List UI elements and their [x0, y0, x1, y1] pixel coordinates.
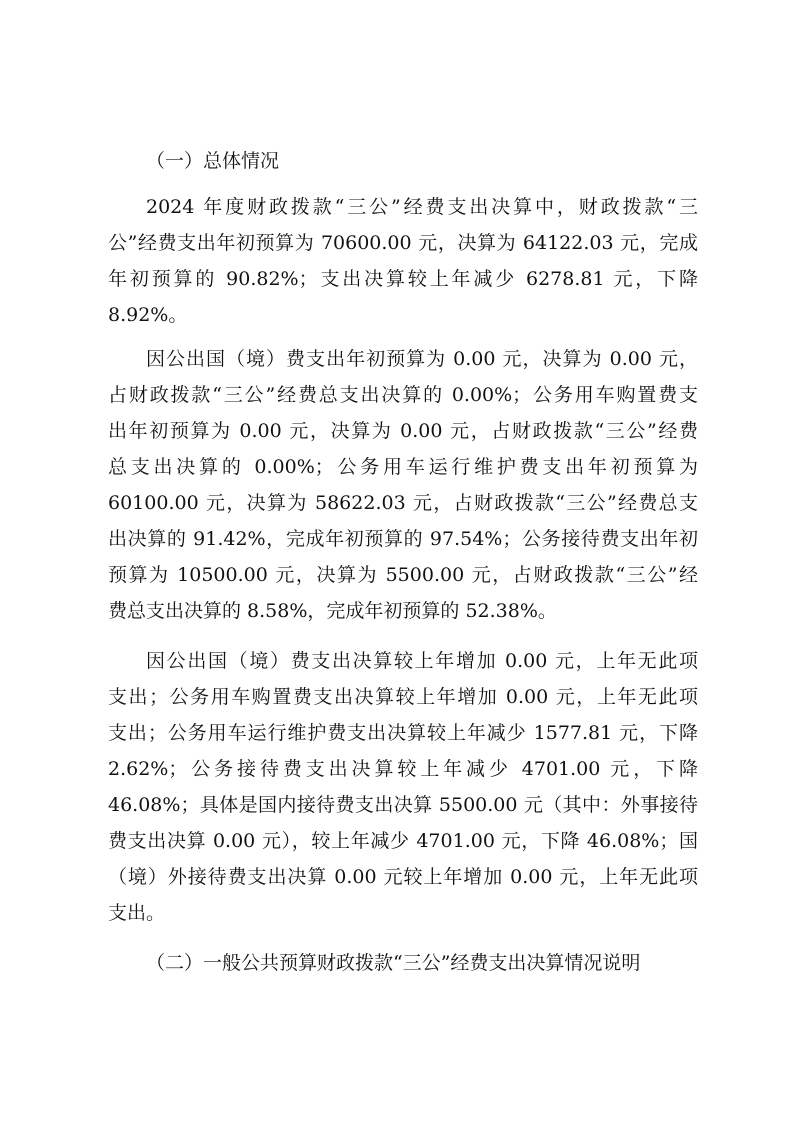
paragraph-line: 费支出决算 0.00 元），较上年减少 4701.00 元，下降 46.08%；国: [108, 830, 698, 852]
section-heading-overview: （一）总体情况: [146, 150, 280, 172]
paragraph-line: 2024 年度财政拨款“三公”经费支出决算中，财政拨款“三: [146, 196, 698, 218]
paragraph-line: 年初预算的 90.82%；支出决算较上年减少 6278.81 元，下降: [108, 268, 698, 290]
paragraph-line: 因公出国（境）费支出决算较上年增加 0.00 元，上年无此项: [146, 650, 698, 672]
paragraph-line: 出年初预算为 0.00 元，决算为 0.00 元，占财政拨款“三公”经费: [108, 420, 698, 442]
paragraph-line: 2.62%；公务接待费支出决算较上年减少 4701.00 元，下降: [108, 758, 698, 780]
paragraph-line: 占财政拨款“三公”经费总支出决算的 0.00%；公务用车购置费支: [108, 384, 698, 406]
paragraph-line: 费总支出决算的 8.58%，完成年初预算的 52.38%。: [108, 600, 557, 622]
paragraph-line: 预算为 10500.00 元，决算为 5500.00 元，占财政拨款“三公”经: [108, 564, 698, 586]
paragraph-line: 支出；公务用车购置费支出决算较上年增加 0.00 元，上年无此项: [108, 686, 698, 708]
paragraph-line: 8.92%。: [108, 304, 188, 326]
paragraph-line: 支出；公务用车运行维护费支出决算较上年减少 1577.81 元，下降: [108, 722, 698, 744]
paragraph-line: 出决算的 91.42%，完成年初预算的 97.54%；公务接待费支出年初: [108, 528, 698, 550]
section-heading-general-budget: （二）一般公共预算财政拨款“三公”经费支出决算情况说明: [146, 952, 641, 974]
paragraph-line: 公”经费支出年初预算为 70600.00 元，决算为 64122.03 元，完成: [108, 232, 698, 254]
paragraph-line: 因公出国（境）费支出年初预算为 0.00 元，决算为 0.00 元，: [146, 348, 698, 370]
paragraph-line: （境）外接待费支出决算 0.00 元较上年增加 0.00 元，上年无此项: [108, 866, 698, 888]
paragraph-line: 支出。: [108, 902, 166, 924]
paragraph-line: 总支出决算的 0.00%；公务用车运行维护费支出年初预算为: [108, 456, 698, 478]
paragraph-line: 60100.00 元，决算为 58622.03 元，占财政拨款“三公”经费总支: [108, 492, 698, 514]
paragraph-line: 46.08%；具体是国内接待费支出决算 5500.00 元（其中：外事接待: [108, 794, 698, 816]
